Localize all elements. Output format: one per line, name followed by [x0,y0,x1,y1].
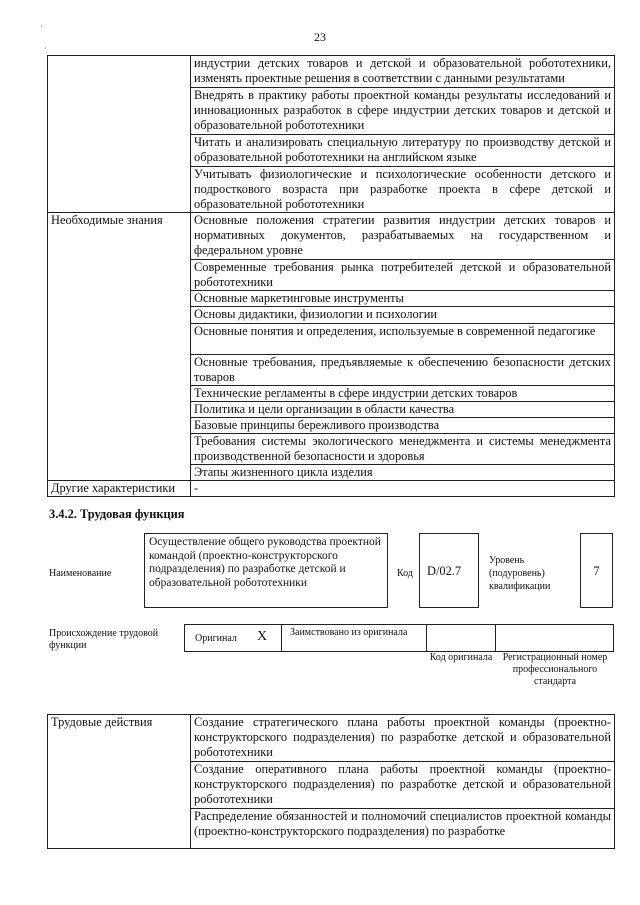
knowledge-cell: Основы дидактики, физиологии и психологии [191,307,615,324]
skill-cell: Читать и анализировать специальную литературу по производству детской и образовательной робототехники на английском языке [191,135,615,167]
knowledge-cell: Базовые принципы бережливого производства [191,418,615,434]
knowledge-cell: Современные требования рынка потребителей детской и образовательной робототехники [191,260,615,291]
knowledge-cell: Основные маркетинговые инструменты [191,291,615,307]
knowledge-cell: Основные понятия и определения, используемые в современной педагогике [191,324,615,355]
labor-actions-table [47,714,615,849]
original-mark: X [257,629,268,644]
knowledge-cell: Технические регламенты в сфере индустрии детских товаров [191,386,615,402]
skill-cell: Внедрять в практику работы проектной команды результаты исследований и инновационных разработок в сфере индустрии детских товаров и детской и образовательной робототехники [191,88,615,135]
knowledge-cell: Политика и цели организации в области качества [191,402,615,418]
name-label: Наименование [49,568,112,579]
action-cell: Создание стратегического плана работы проектной команды (проектно-конструкторского подразделения) по разработке детской и образовательной робототехники [191,715,615,762]
scan-mark: · [40,22,43,31]
row-label-empty [48,56,191,213]
original-label: Оригинал [195,633,237,644]
original-box [184,624,282,652]
borrowed-box: Заимствовано из оригинала [281,624,427,652]
action-cell: Создание оперативного плана работы проектной команды (проектно-конструкторского подразделения) по разработке детской и образовательной робототехники [191,762,615,809]
function-code-box: D/02.7 [419,533,479,608]
knowledge-label: Необходимые знания [48,213,191,481]
function-name-box: Осуществление общего руководства проектной командой (проектно-конструкторского подразделения) по разработке детской и образовательной робототехники [144,533,388,608]
section-title: 3.4.2. Трудовая функция [49,507,185,521]
other-cell: - [191,481,615,497]
registration-caption: Регистрационный номер профессионального стандарта [502,652,608,687]
action-cell: Распределение обязанностей и полномочий специалистов проектной команды (проектно-конструкторского подразделения) по разработке [191,809,615,849]
knowledge-cell: Основные положения стратегии развития индустрии детских товаров и нормативных документов, разрабатываемых на государственном и федеральном уровне [191,213,615,260]
registration-box [495,624,614,652]
knowledge-cell: Основные требования, предъявляемые к обеспечению безопасности детских товаров [191,355,615,386]
other-label: Другие характеристики [48,481,191,497]
code-label: Код [397,568,413,579]
origin-label: Происхождение трудовой функции [49,628,159,651]
skills-knowledge-table [47,55,615,497]
code-caption: Код оригинала [429,652,493,663]
skill-cell: Учитывать физиологические и психологические особенности детского и подросткового возраста при разработке проекта в сфере детской и образовательной робототехники [191,167,615,213]
page-number: 23 [314,30,326,44]
skill-cell: индустрии детских товаров и детской и образовательной робототехники, изменять проектные решения в соответствии с данными результатами [191,56,615,88]
knowledge-cell: Этапы жизненного цикла изделия [191,465,615,481]
labor-actions-label: Трудовые действия [48,715,191,849]
origin-code-box [426,624,496,652]
scan-mark: · [44,44,47,53]
level-label: Уровень (подуровень) квалификации [489,555,551,592]
level-value-box: 7 [580,533,613,608]
knowledge-cell: Требования системы экологического менеджмента и системы менеджмента производственной безопасности и здоровья [191,434,615,465]
